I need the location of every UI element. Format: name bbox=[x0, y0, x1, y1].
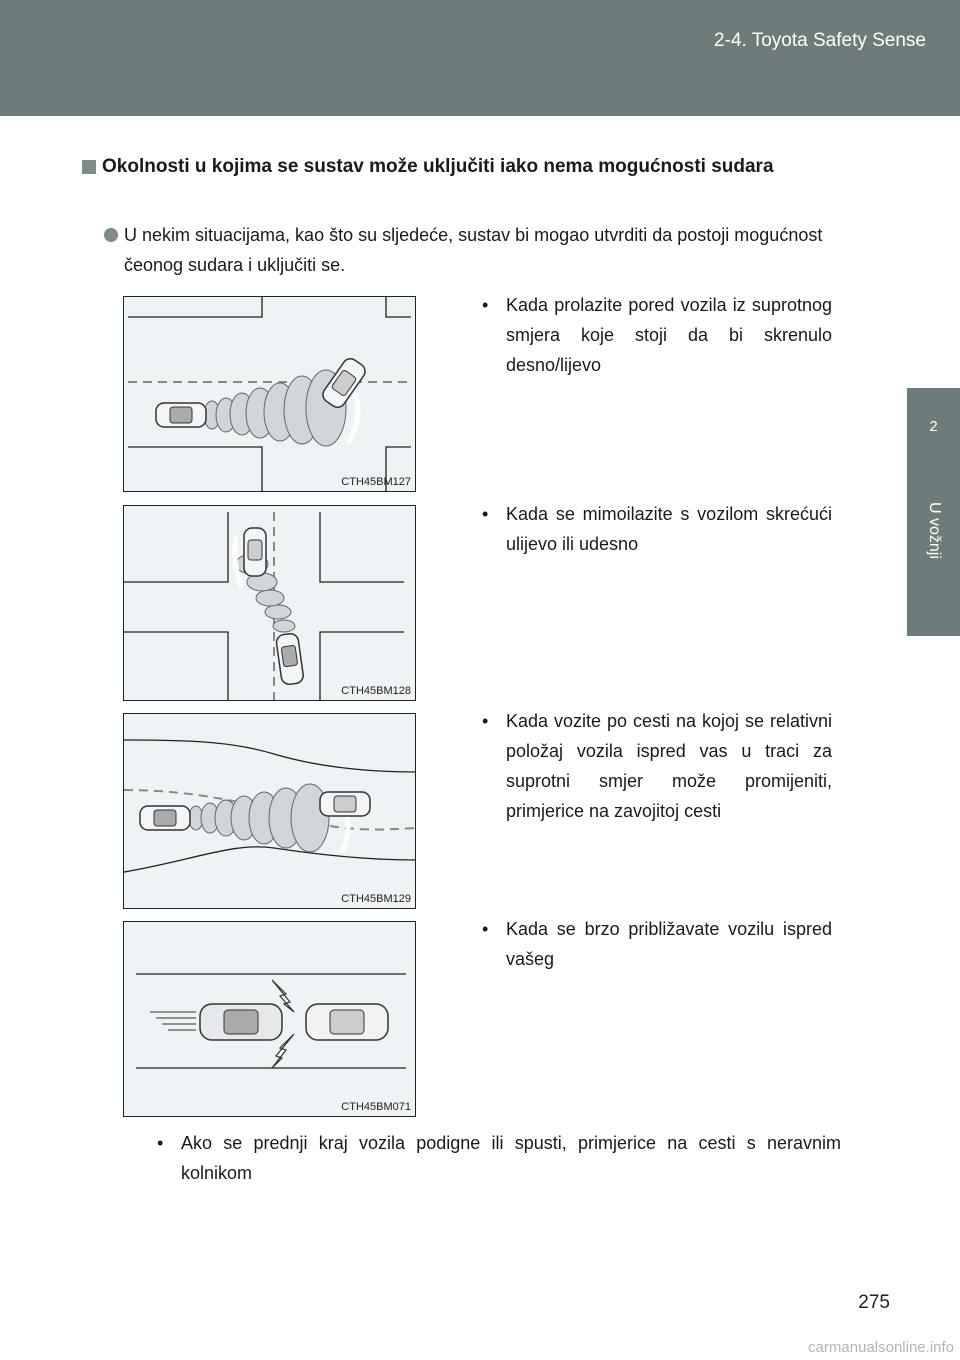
curved-road-illustration bbox=[124, 714, 415, 908]
section-heading bbox=[102, 152, 854, 182]
figure-oncoming-turn bbox=[123, 296, 416, 492]
figure-code: CTH45BM129 bbox=[341, 893, 411, 905]
rapid-approach-illustration bbox=[124, 922, 415, 1116]
figure-code: CTH45BM071 bbox=[341, 1101, 411, 1113]
page-number: 275 bbox=[858, 1292, 890, 1313]
figure-curved-road bbox=[123, 713, 416, 909]
chapter-number: 2 bbox=[929, 418, 938, 435]
list-item bbox=[482, 290, 832, 380]
intro-text: U nekim situacijama, kao što su sljedeće, sustav bi mogao utvrditi da postoji mogućnost čeonog sudara i uključiti se. bbox=[124, 225, 823, 275]
list-item bbox=[482, 914, 832, 974]
circle-bullet-icon bbox=[104, 228, 118, 242]
heading-text: Okolnosti u kojima se sustav može uključiti iako nema mogućnosti sudara bbox=[102, 156, 774, 177]
bullet: • bbox=[482, 295, 489, 315]
intersection-illustration bbox=[124, 297, 415, 491]
figure-code: CTH45BM127 bbox=[341, 476, 411, 488]
bullet: • bbox=[157, 1133, 164, 1153]
item-text: Ako se prednji kraj vozila podigne ili spusti, primjerice na cesti s neravnim kolnikom bbox=[181, 1133, 841, 1183]
figure-crossing-turn bbox=[123, 505, 416, 701]
figure-rapid-approach bbox=[123, 921, 416, 1117]
bullet: • bbox=[482, 504, 489, 524]
square-bullet-icon bbox=[82, 160, 96, 174]
bullet: • bbox=[482, 711, 489, 731]
intro-paragraph bbox=[124, 220, 842, 280]
chapter-label: U vožnji bbox=[926, 502, 943, 559]
crossing-illustration bbox=[124, 506, 415, 700]
chapter-tab bbox=[907, 388, 960, 464]
bullet: • bbox=[482, 919, 489, 939]
section-title: 2-4. Toyota Safety Sense bbox=[714, 30, 926, 51]
list-item bbox=[482, 499, 832, 559]
page-header bbox=[0, 0, 960, 116]
list-item-last bbox=[157, 1128, 841, 1188]
figure-code: CTH45BM128 bbox=[341, 685, 411, 697]
watermark: carmanualsonline.info bbox=[808, 1339, 954, 1356]
item-text: Kada prolazite pored vozila iz suprotnog smjera koje stoji da bi skrenulo desno/lijevo bbox=[506, 295, 832, 375]
chapter-label-tab bbox=[907, 464, 960, 636]
list-item bbox=[482, 706, 832, 826]
item-text: Kada se mimoilazite s vozilom skrećući ulijevo ili udesno bbox=[506, 504, 832, 554]
item-text: Kada se brzo približavate vozilu ispred vašeg bbox=[506, 919, 832, 969]
item-text: Kada vozite po cesti na kojoj se relativni položaj vozila ispred vas u traci za suprotni smjer može promijeniti, primjerice na zavojitoj cesti bbox=[506, 711, 832, 821]
